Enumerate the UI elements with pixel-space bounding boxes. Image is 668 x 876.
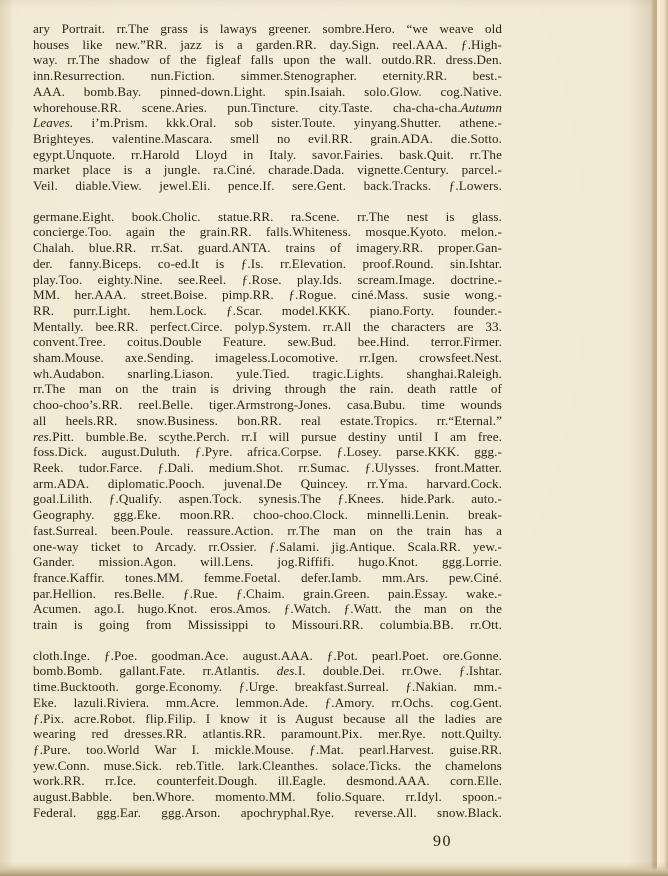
text-line: train is going from Mississippi to Missouri.RR. columbia.BB. rr.Ott. <box>33 617 502 633</box>
text-line: choo-choo’s.RR. reel.Belle. tiger.Armstrong-Jones. casa.Bubu. time wounds <box>33 397 502 413</box>
text-line: concierge.Too. again the grain.RR. falls.Whiteness. mosque.Kyoto. melon.- <box>33 224 502 240</box>
text-line: way. rr.The shadow of the figleaf falls upon the wall. outdo.RR. dress.Den. <box>33 52 502 68</box>
under-page-edge <box>657 0 668 876</box>
text-line: whorehouse.RR. scene.Aries. pun.Tincture. city.Taste. cha-cha-cha.Autumn <box>33 99 502 115</box>
paragraph-2 <box>33 209 502 633</box>
text-line: par.Hellion. res.Belle. ƒ.Rue. ƒ.Chaim. grain.Green. pain.Essay. wake.- <box>33 585 502 601</box>
text-line: Leaves. i’m.Prism. kkk.Oral. sob sister.Toute. yinyang.Shutter. athene.- <box>33 115 502 131</box>
text-line: res.Pitt. bumble.Be. scythe.Perch. rr.I will pursue destiny until I am free. <box>33 428 502 444</box>
text-line: fast.Surreal. been.Poule. reassure.Action. rr.The man on the train has a <box>33 522 502 538</box>
text-line: germane.Eight. book.Cholic. statue.RR. ra.Scene. rr.The nest is glass. <box>33 208 502 224</box>
text-line: goal.Lilith. ƒ.Qualify. aspen.Tock. synesis.The ƒ.Knees. hide.Park. auto.- <box>33 491 502 507</box>
text-line: sham.Mouse. axe.Sending. imageless.Locomotive. rr.Igen. crowsfeet.Nest. <box>33 350 502 366</box>
text-line: time.Bucktooth. gorge.Economy. ƒ.Urge. breakfast.Surreal. ƒ.Nakian. mm.- <box>33 679 502 695</box>
text-line: Brighteyes. valentine.Mascara. smell no evil.RR. grain.ADA. die.Sotto. <box>33 130 502 146</box>
page-number: 90 <box>433 833 452 850</box>
page-text <box>33 21 502 820</box>
text-line: Eke. lazuli.Riviera. mm.Acre. lemmon.Ade. ƒ.Amory. rr.Ochs. cog.Gent. <box>33 694 502 710</box>
text-line: der. fanny.Biceps. co-ed.It is ƒ.Is. rr.Elevation. proof.Round. sin.Ishtar. <box>33 255 502 271</box>
text-line: Gander. mission.Agon. will.Lens. jog.Riffifi. hugo.Knot. ggg.Lorrie. <box>33 554 502 570</box>
text-line: yew.Conn. muse.Sick. reb.Title. lark.Cleanthes. solace.Ticks. the chamelons <box>33 757 502 773</box>
text-line: Veil. diable.View. jewel.Eli. pence.If. sere.Gent. back.Tracks. ƒ.Lowers. <box>33 178 502 194</box>
text-line: egypt.Unquote. rr.Harold Lloyd in Italy. savor.Fairies. bask.Quit. rr.The <box>33 146 502 162</box>
text-line: convent.Tree. coitus.Double Feature. sew.Bud. bee.Hind. terror.Firmer. <box>33 334 502 350</box>
page-edge-shadow <box>628 0 655 876</box>
text-line: wh.Audabon. snarling.Liason. yule.Tied. tragic.Lights. shanghai.Raleigh. <box>33 365 502 381</box>
text-line: rr.The man on the train is driving through the rain. death rattle of <box>33 381 502 397</box>
text-line: arm.ADA. diplomatic.Pooch. juvenal.De Quincey. rr.Yma. harvard.Cock. <box>33 475 502 491</box>
text-line: Acumen. ago.I. hugo.Knot. eros.Amos. ƒ.Watch. ƒ.Watt. the man on the <box>33 601 502 617</box>
text-line: wearing red dresses.RR. atlantis.RR. paramount.Pix. mer.Rye. nott.Quilty. <box>33 726 502 742</box>
text-line: cloth.Inge. ƒ.Poe. goodman.Ace. august.AAA. ƒ.Pot. pearl.Poet. ore.Gonne. <box>33 647 502 663</box>
text-line: Reek. tudor.Farce. ƒ.Dali. medium.Shot. rr.Sumac. ƒ.Ulysses. front.Matter. <box>33 459 502 475</box>
text-line: RR. purr.Light. hem.Lock. ƒ.Scar. model.KKK. piano.Forty. founder.- <box>33 302 502 318</box>
text-line: Federal. ggg.Ear. ggg.Arson. apochryphal.Rye. reverse.All. snow.Black. <box>33 804 502 820</box>
text-line: Chalah. blue.RR. rr.Sat. guard.ANTA. trains of imagery.RR. proper.Gan- <box>33 240 502 256</box>
paragraph-1 <box>33 21 502 194</box>
text-line: houses like new.”RR. jazz is a garden.RR. day.Sign. reel.AAA. ƒ.High- <box>33 36 502 52</box>
text-line: Mentally. bee.RR. perfect.Circe. polyp.System. rr.All the characters are 33. <box>33 318 502 334</box>
text-line: ƒ.Pix. acre.Robot. flip.Filip. I know it is August because all the ladies are <box>33 710 502 726</box>
text-line: inn.Resurrection. nun.Fiction. simmer.Stenographer. eternity.RR. best.- <box>33 68 502 84</box>
book-bottom-edge <box>0 862 668 876</box>
text-line: AAA. bomb.Bay. pinned-down.Light. spin.Isaiah. solo.Glow. cog.Native. <box>33 83 502 99</box>
text-line: all heels.RR. snow.Business. bon.RR. real estate.Tropics. rr.“Eternal.” <box>33 412 502 428</box>
text-line: Geography. ggg.Eke. moon.RR. choo-choo.Clock. minnelli.Lenin. break- <box>33 507 502 523</box>
text-line: ƒ.Pure. too.World War I. mickle.Mouse. ƒ.Mat. pearl.Harvest. guise.RR. <box>33 741 502 757</box>
text-line: ary Portrait. rr.The grass is laways greener. sombre.Hero. “we weave old <box>33 21 502 36</box>
text-line: MM. her.AAA. street.Boise. pimp.RR. ƒ.Rogue. ciné.Mass. susie wong.- <box>33 287 502 303</box>
text-line: august.Babble. ben.Whore. momento.MM. folio.Square. rr.Idyl. spoon.- <box>33 789 502 805</box>
text-line: bomb.Bomb. gallant.Fate. rr.Atlantis. des.I. double.Dei. rr.Owe. ƒ.Ishtar. <box>33 663 502 679</box>
text-line: one-way ticket to Arcady. rr.Ossier. ƒ.Salami. jig.Antique. Scala.RR. yew.- <box>33 538 502 554</box>
text-line: france.Kaffir. tones.MM. femme.Foetal. defer.Iamb. mm.Ars. pew.Ciné. <box>33 569 502 585</box>
text-line: work.RR. rr.Ice. counterfeit.Dough. ill.Eagle. desmond.AAA. corn.Elle. <box>33 773 502 789</box>
paragraph-3 <box>33 648 502 821</box>
text-line: market place is a jungle. ra.Ciné. charade.Dada. vignette.Century. parcel.- <box>33 162 502 178</box>
text-line: play.Too. eighty.Nine. see.Reel. ƒ.Rose. play.Ids. scream.Image. doctrine.- <box>33 271 502 287</box>
text-line: foss.Dick. august.Duluth. ƒ.Pyre. africa.Corpse. ƒ.Losey. parse.KKK. ggg.- <box>33 444 502 460</box>
